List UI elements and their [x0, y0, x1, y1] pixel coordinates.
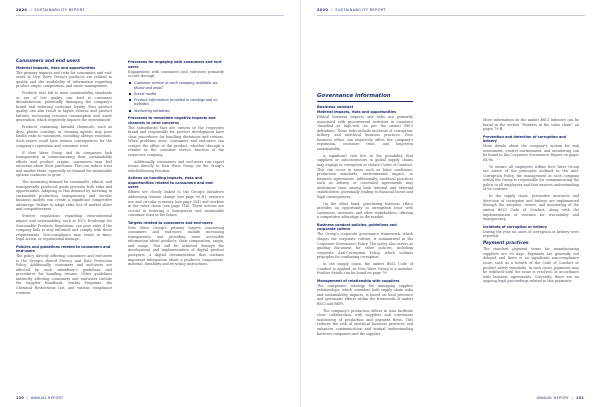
header-year: 2020: [16, 8, 28, 12]
paragraph: The standard payment terms for manufacturing suppliers are 90 days. Payments are generally not delayed and there is no significant non-compliance issue, such as a breach of the Code of Conduct or product safety standards. In such cases, payments may be withheld until the issue is resolved, in accordance with business agreements. Currently, there are no ongoing legal proceedings related to late payments.: [483, 247, 579, 284]
footer-label-right: ANNUAL REPORT: [536, 396, 570, 400]
paragraph: More details about the company's system for risk assessment, control environment, and monitoring can be found in the Corporate Governance Report on pages 64-86.: [483, 144, 579, 162]
paragraph: If New Wave Group and its companies lack transparency in communicating their sustainability efforts and product origins, consumers may feel uncertain about their purchases. This can reduce trust and market share, especially as demand for sustainable options continues to grow.: [16, 150, 112, 178]
paragraph: The company's production offices in Asia facilitate close collaboration with suppliers and continuous monitoring of production and payment flows. This reduces the risk of unethical business practices and enhances communication and mutual understanding between companies and the supplier.: [317, 308, 413, 336]
paragraph: Stricter regulations regarding environmental impact and sustainability, such as EU's Ecodesign for Sustainable Products Regulation, can pose risks if the company fails to stay informed and comply with these requirements. Non-compliance may result in fines, legal action, or reputational damage.: [16, 214, 112, 242]
paragraph: Products containing harmful chemicals, such as dyes, plastic coatings, or cleaning agents, may pose health risks to consumers, including allergic reactions. Such issues could have serious consequences for the company's reputation and consumer trust.: [16, 125, 112, 148]
paragraph: In the supply chain, the amfori BSCI Code of Conduct is applied, as New Wave Group is a member. Further details can be found on page 79.: [317, 262, 413, 276]
subheading-suppliers: Management of relationship with suppliers: [317, 278, 400, 283]
subheading-incidents: Incidents of corruption or bribery: [483, 224, 548, 229]
subheading-targets: Targets related to consumers and end-users: [128, 220, 213, 225]
list-item: Customer service at each company, available via phone and email: [128, 81, 224, 90]
paragraph: More information on the amfori BSCI initiative can be found in the section "Workers in the value chain" on pages 79 ff.: [483, 118, 579, 132]
heading-consumers: Consumers and end users: [16, 59, 80, 64]
paragraph: A significant risk lies in the possibility that suppliers or subcontractors in global supply chains may engage in corruption or violate Codes of Conduct. This can occur in areas such as labor conditions, production standards, environmental impact, or business agreements. Additionally, unethical practices such as bribery or concealed agreements may undermine trust among both internal and external stakeholders, potentially leading to financial losses and legal consequences.: [317, 153, 413, 199]
heading-business-conduct: Business conduct: [317, 104, 354, 109]
header-rule: [16, 15, 284, 16]
paragraph: Engagement with consumers and end-users primarily occurs through:: [128, 69, 224, 79]
paragraph: In the supply chain, preventive measures and detection of corruption and bribery are implemented through the adoption, review, and monitoring of the amfori BSCI Code of Conduct, along with the implementation of routines for traceability and transparency.: [483, 194, 579, 222]
page-number-right: 131: [576, 396, 584, 400]
subheading-prevention: Prevention and detection of corruption and bribery: [483, 134, 567, 144]
list-item: Product information provided in catalogs and on websites: [128, 98, 224, 107]
paragraph: To ensure all employees within New Wave Group are aware of the principles outlined in the Anti-Corruption Policy, the management at each company within the Group is responsible for communicating the policy to all employees and that ensures understanding of its contents.: [483, 164, 579, 192]
right-page: [300, 0, 600, 407]
header-right: 2020 // SUSTAINABILITY REPORT: [317, 8, 386, 12]
paragraph: Efforts are closely linked to the Group's initiatives addressing climate change (see page 99 ff.), resource use and circular economy (see page 104) and workers in the value chain (see page 116). These actions are crucial in fostering a transparent and sustainable consumer trust in the future.: [128, 190, 224, 218]
section-rule: [317, 101, 413, 102]
subheading-engaging: Processes for engaging with consumers and end-users: [128, 60, 223, 69]
list-item: Marketing initiatives: [128, 109, 224, 114]
header-section: SUSTAINABILITY REPORT: [335, 8, 386, 12]
column-3: [317, 93, 413, 339]
paragraph: The subsidiaries that are owners of the respective brand and responsible for product development have clear procedures for handling deviations and returns. When problems arise, consumers and end-users can contact the office of the product, whether through a retailer or the customer service function of the respective company.: [128, 125, 224, 157]
header-rule: [317, 15, 585, 16]
list-item: Social media: [128, 92, 224, 97]
heading-payment-practices: Payment practices: [483, 240, 529, 246]
footer-right: ANNUAL REPORT // 131: [536, 396, 584, 400]
column-1: [16, 60, 112, 298]
paragraph: The companies' strategy for managing supplier relationships, which considers both supply chain risks and sustainability impacts, is based on local presence and systematic efforts within the framework of amfori BSCI and BEPI.: [317, 283, 413, 306]
subheading-policies: Business conduct policies, guidelines and corporate culture: [317, 222, 397, 232]
paragraph: Additionally, consumers and end-users can report issues directly to New Wave Group via the Group's whistleblowing function.: [128, 159, 224, 173]
paragraph: During the year, no cases of corruption or bribery were reported.: [483, 229, 579, 239]
subheading-policies: Policies and guidelines related to consumers and end-users: [16, 244, 111, 254]
paragraph: The policy directly affecting consumers and end-users is the Group's shared Privacy and Data Protection Policy. Additionally, consumers and end-users are affected by each subsidiary's guidelines and procedures for handling returns. Other guidelines indirectly affecting consumers and end-users include the Supplier Handbook, Quality Programs, the Chemical Restrictions List, and various compliance routines.: [16, 254, 112, 295]
subheading-impacts: Material impacts, risks and opportunities: [16, 65, 96, 70]
paragraph: The Group's corporate governance framework, which shapes the corporate culture, is summarized in the Corporate Governance Policy. The policy also serves as guiding document for other policies, including corporate Anti-Corruption Policy, which outlines principles for combating corruption.: [317, 232, 413, 260]
paragraph: Products that fail to meet sustainability standards or are of low quality can lead to consumer dissatisfaction, potentially damaging the company's brand and reducing customer loyalty. Poor product quality can also result in higher returns and product failures, increasing resource consumption and waste generation, which negatively impacts the environment.: [16, 91, 112, 123]
paragraph: Ethical business impacts and risks are primarily associated with procurement activities in countries classified as high-risk (as per the amfori BSCI definition). These risks include incidents of corruption, bribery, and unethical business practices. Poor business ethics can negatively affect the company's reputation, customer trust, and long-term sustainability.: [317, 115, 413, 151]
footer-label-left: ANNUAL REPORT: [30, 396, 64, 400]
subheading-impacts: Material impacts, risks and opportunities: [317, 110, 397, 115]
section-title-governance: Governance information: [317, 93, 391, 99]
paragraph: The primary impacts and risks for consumers and end-users of New Wave Group's products are related to quality and the availability of information regarding product origin, composition, and waste management.: [16, 70, 112, 89]
footer-left: 130 // ANNUAL REPORT: [16, 396, 64, 400]
subheading-actions: Actions on handling impacts, risks and opportunities related to consumers and end-users: [128, 176, 214, 190]
header-left: 2020 // SUSTAINABILITY REPORT: [16, 8, 85, 12]
header-year: 2020: [317, 8, 329, 12]
column-2: [128, 60, 224, 269]
paragraph: New Wave Group's primary targets concerning consumers and end-users include increasing transparency and providing more accessible information about products, their composition, origin, and usage. This will be achieved through the development and implementation of digital product passports, a digital documentation that contains important information about a product's components, material, durability and recycling instructions.: [128, 225, 224, 267]
column-4: [483, 118, 579, 286]
paragraph: On the other hand, prioritizing business ethics provides an opportunity to strengthen trust with customers, investors, and other stakeholders, offering a competitive advantage in the market.: [317, 201, 413, 220]
paragraph: The increasing demand for sustainable, ethical, and transparently produced goods presents both risks and opportunities. Adapting to this demand by investing in sustainable production, transparency, and circular business models can create a significant competitive advantage. Failure to adapt risks loss of market share and competitiveness.: [16, 180, 112, 212]
header-section: SUSTAINABILITY REPORT: [34, 8, 85, 12]
page-number-left: 130: [16, 396, 24, 400]
engagement-list: [128, 81, 224, 113]
subheading-remediate: Processes to remediate negative impacts and channels to raise concerns: [128, 116, 216, 125]
